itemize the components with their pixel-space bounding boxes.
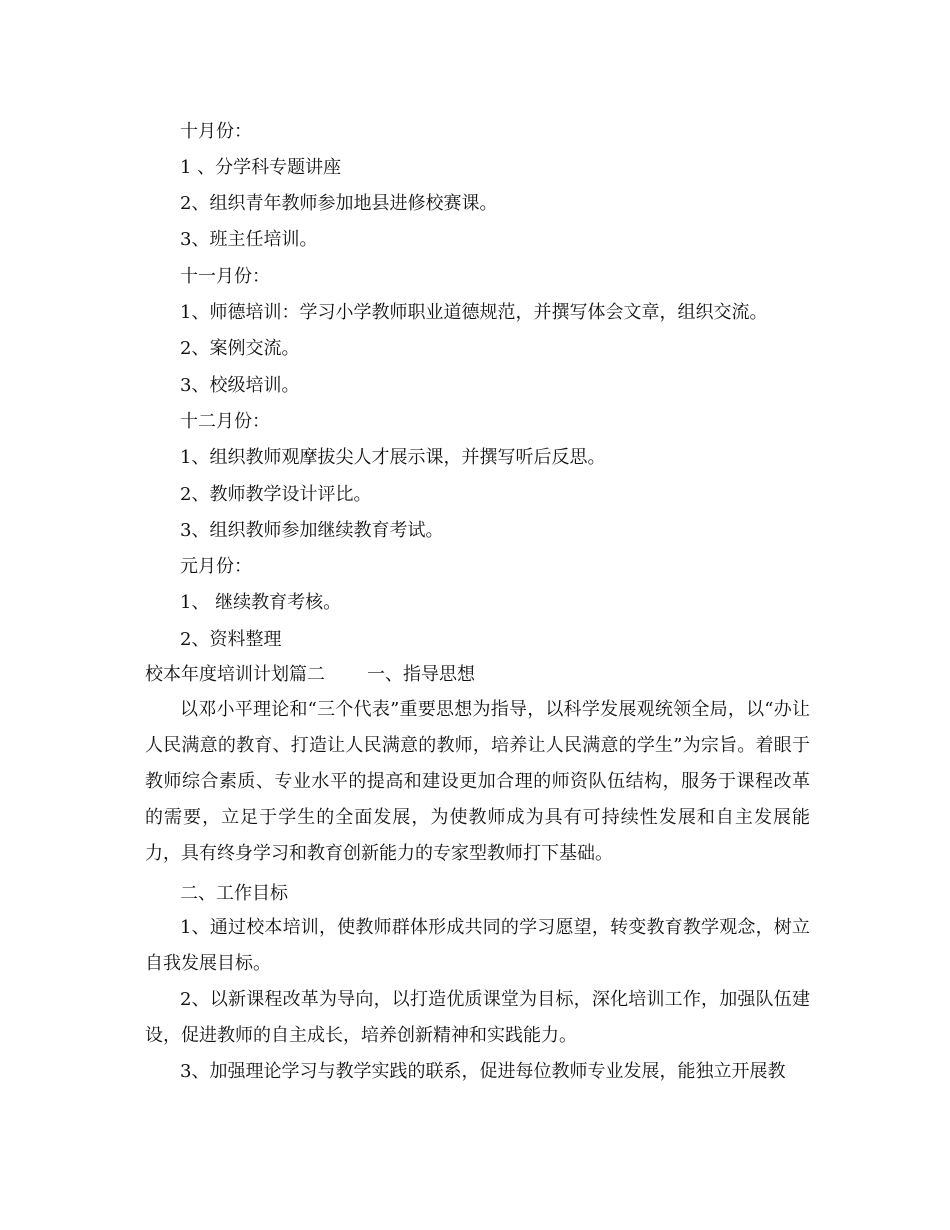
plan2-title: 校本年度培训计划篇二 <box>145 664 325 685</box>
goal-1-paragraph: 1、通过校本培训，使教师群体形成共同的学习愿望，转变教育教学观念，树立自我发展目标。 <box>145 917 810 974</box>
december-item-2: 2、教师教学设计评比。 <box>180 484 372 505</box>
november-title: 十一月份： <box>180 266 270 287</box>
november-item-3: 3、校级培训。 <box>180 375 300 396</box>
section1-paragraph: 以邓小平理论和“三个代表”重要思想为指导，以科学发展观统领全局，以“办让人民满意的教育、打造让人民满意的教师，培养让人民满意的学生”为宗旨。着眼于教师综合素质、专业水平的提高和建设更加合理的师资队伍结构，服务于课程改革的需要，立足于学生的全面发展，为使教师成为具有可持续性发展和自主发展能力，具有终身学习和教育创新能力的专家型教师打下基础。 <box>145 699 810 864</box>
december-item-1: 1、组织教师观摩拔尖人才展示课，并撰写听后反思。 <box>180 447 606 468</box>
goal-3-paragraph: 3、加强理论学习与教学实践的联系，促进每位教师专业发展，能独立开展教 <box>180 1061 786 1082</box>
january-item-2: 2、资料整理 <box>180 629 282 650</box>
october-item-3: 3、班主任培训。 <box>180 229 318 250</box>
december-item-3: 3、组织教师参加继续教育考试。 <box>180 520 444 541</box>
section2-heading: 二、工作目标 <box>180 883 288 904</box>
november-item-1: 1、师德培训：学习小学教师职业道德规范，并撰写体会文章，组织交流。 <box>180 302 768 323</box>
plan2-heading-row <box>145 664 475 686</box>
october-title: 十月份： <box>180 121 252 142</box>
section1-heading: 一、指导思想 <box>367 664 475 685</box>
december-title: 十二月份： <box>180 411 270 432</box>
january-item-1: 1、 继续教育考核。 <box>180 592 342 613</box>
october-item-2: 2、组织青年教师参加地县进修校赛课。 <box>180 193 498 214</box>
goal-2-paragraph: 2、以新课程改革为导向，以打造优质课堂为目标，深化培训工作，加强队伍建设，促进教师的自主成长，培养创新精神和实践能力。 <box>145 989 810 1046</box>
january-title: 元月份： <box>180 556 252 577</box>
november-item-2: 2、案例交流。 <box>180 338 300 359</box>
october-item-1: 1 、分学科专题讲座 <box>180 157 342 178</box>
